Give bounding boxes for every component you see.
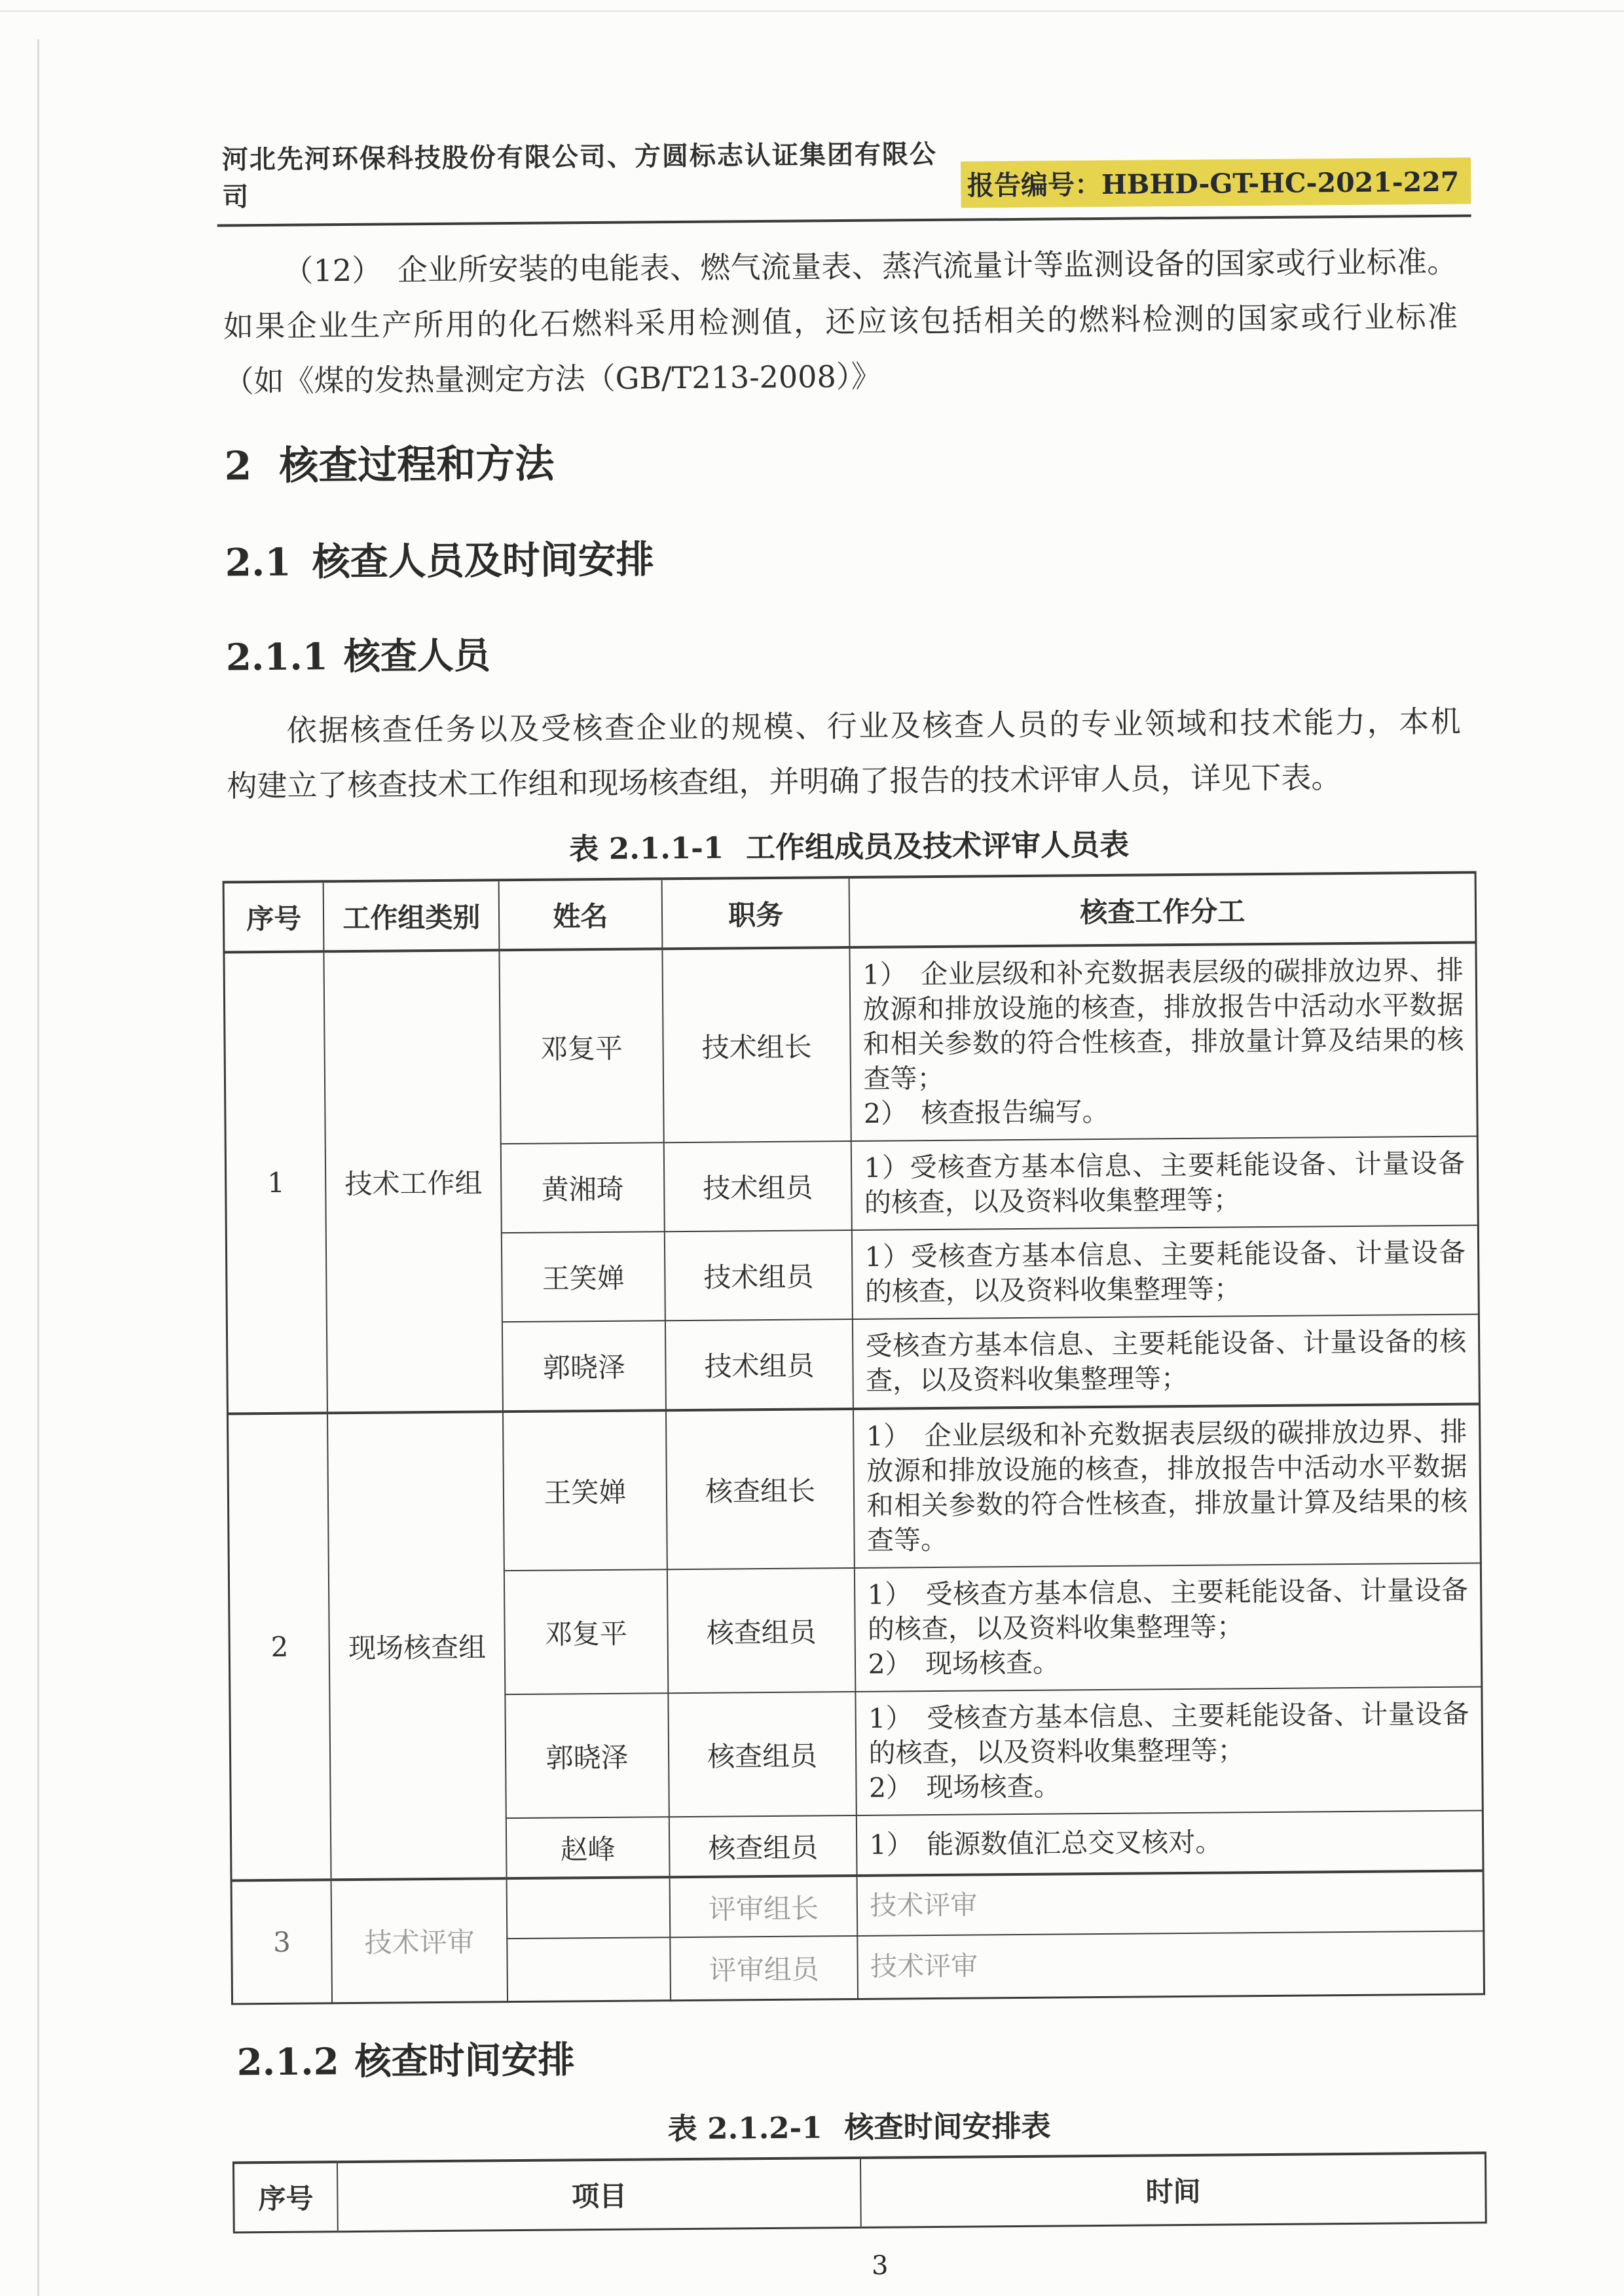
header-rule bbox=[217, 215, 1471, 227]
table-2-1-2-1-caption-text: 核查时间安排表 bbox=[844, 2108, 1051, 2145]
table-2-1-1-1-caption bbox=[222, 818, 1476, 870]
duty-cell: 1） 企业层级和补充数据表层级的碳排放边界、排放源和排放设施的核查，排放报告中活动水平数据和相关参数的符合性核查，排放量计算及结果的核查等； 2） 核查报告编写。 bbox=[850, 942, 1477, 1140]
column-header-time: 时间 bbox=[860, 2153, 1486, 2227]
name-cell: 赵峰 bbox=[506, 1817, 669, 1878]
table-row bbox=[231, 1870, 1484, 1941]
name-cell: 王笑婵 bbox=[503, 1410, 667, 1571]
name-cell: 王笑婵 bbox=[502, 1231, 665, 1322]
table-row bbox=[224, 942, 1477, 1146]
role-cell: 核查组员 bbox=[668, 1692, 857, 1817]
name-cell bbox=[507, 1937, 670, 2001]
section-2-1-title: 核查人员及时间安排 bbox=[312, 537, 654, 585]
table-2-1-2-1-caption-number: 表 2.1.2-1 bbox=[667, 2109, 822, 2146]
intro-paragraph-line-2: 构建立了核查技术工作组和现场核查组，并明确了报告的技术评审人员，详见下表。 bbox=[227, 759, 1342, 804]
role-cell: 技术组员 bbox=[664, 1230, 853, 1321]
role-cell: 技术组员 bbox=[665, 1319, 854, 1410]
section-heading-2-1 bbox=[225, 522, 1474, 587]
column-header-serial: 序号 bbox=[233, 2162, 338, 2232]
column-header-category: 工作组类别 bbox=[323, 880, 500, 951]
category-cell: 现场核查组 bbox=[327, 1412, 506, 1880]
table-header-row bbox=[233, 2153, 1486, 2232]
section-heading-2 bbox=[224, 426, 1473, 492]
duty-cell: 技术评审 bbox=[858, 1931, 1485, 1999]
role-cell: 评审组长 bbox=[669, 1876, 858, 1937]
section-2-1-1-title: 核查人员 bbox=[343, 634, 491, 679]
column-header-role: 职务 bbox=[661, 877, 850, 949]
section-2-1-2-title: 核查时间安排 bbox=[354, 2037, 575, 2083]
paragraph-12-line-2: 如果企业生产所用的化石燃料采用检测值，还应该包括相关的燃料检测的国家或行业标准 bbox=[223, 299, 1458, 344]
serial-cell: 2 bbox=[227, 1413, 331, 1880]
duty-cell: 技术评审 bbox=[857, 1870, 1484, 1936]
intro-paragraph-line-1: 依据核查任务以及受核查企业的规模、行业及核查人员的专业领域和技术能力，本机 bbox=[286, 703, 1461, 748]
section-heading-2-1-1 bbox=[226, 619, 1475, 681]
column-header-serial: 序号 bbox=[223, 881, 324, 952]
duty-cell: 1） 企业层级和补充数据表层级的碳排放边界、排放源和排放设施的核查，排放报告中活动水平数据和相关参数的符合性核查，排放量计算及结果的核查等。 bbox=[853, 1404, 1481, 1568]
category-cell: 技术工作组 bbox=[324, 950, 503, 1413]
role-cell: 技术组员 bbox=[663, 1141, 852, 1231]
serial-cell: 1 bbox=[224, 951, 327, 1413]
name-cell: 黄湘琦 bbox=[501, 1142, 665, 1233]
table-2-1-1-1-caption-number: 表 2.1.1-1 bbox=[569, 830, 724, 867]
name-cell bbox=[507, 1877, 670, 1939]
table-header-row bbox=[223, 872, 1476, 952]
section-2-number: 2 bbox=[224, 443, 252, 490]
section-2-1-2-number: 2.1.2 bbox=[236, 2039, 339, 2084]
work-group-table bbox=[223, 871, 1485, 2004]
table-row bbox=[227, 1404, 1481, 1573]
duty-cell: 1）受核查方基本信息、主要耗能设备、计量设备的核查，以及资料收集整理等； bbox=[851, 1136, 1478, 1230]
schedule-table bbox=[232, 2151, 1487, 2233]
name-cell: 邓复平 bbox=[500, 949, 664, 1144]
page-content bbox=[215, 0, 1487, 2286]
paragraph-12-line-3: （如《煤的发热量测定方法（GB/T213-2008）》 bbox=[223, 358, 881, 399]
role-cell: 核查组员 bbox=[667, 1568, 856, 1693]
duty-cell: 1）受核查方基本信息、主要耗能设备、计量设备的核查，以及资料收集整理等； bbox=[852, 1225, 1479, 1319]
scan-left-edge-line bbox=[37, 39, 39, 2296]
header-company-names: 河北先河环保科技股份有限公司、方圆标志认证集团有限公司 bbox=[221, 138, 938, 213]
intro-paragraph bbox=[226, 694, 1461, 814]
table-2-1-1-1-caption-text: 工作组成员及技术评审人员表 bbox=[745, 827, 1130, 866]
section-heading-2-1-2 bbox=[236, 2024, 1486, 2086]
role-cell: 技术组长 bbox=[662, 947, 851, 1142]
document-header bbox=[222, 130, 1471, 214]
column-header-item: 项目 bbox=[337, 2157, 861, 2231]
page-number: 3 bbox=[871, 2250, 889, 2281]
role-cell: 评审组员 bbox=[670, 1936, 858, 2000]
name-cell: 郭晓泽 bbox=[502, 1321, 666, 1412]
report-number-highlight: 报告编号：HBHD-GT-HC-2021-227 bbox=[961, 158, 1471, 208]
section-2-title: 核查过程和方法 bbox=[279, 441, 555, 489]
role-cell: 核查组长 bbox=[666, 1409, 855, 1569]
duty-cell: 受核查方基本信息、主要耗能设备、计量设备的核查，以及资料收集整理等； bbox=[853, 1314, 1479, 1409]
duty-cell: 1） 受核查方基本信息、主要耗能设备、计量设备的核查，以及资料收集整理等； 2） 现场核查。 bbox=[856, 1686, 1483, 1815]
table-2-1-2-1-caption bbox=[232, 2098, 1486, 2151]
column-header-duty: 核查工作分工 bbox=[849, 872, 1476, 947]
role-cell: 核查组员 bbox=[669, 1815, 858, 1877]
name-cell: 郭晓泽 bbox=[505, 1693, 669, 1818]
serial-cell: 3 bbox=[231, 1880, 332, 2003]
category-cell: 技术评审 bbox=[331, 1878, 507, 2003]
section-2-1-number: 2.1 bbox=[225, 539, 291, 585]
name-cell: 邓复平 bbox=[504, 1569, 668, 1694]
paragraph-12-line-1: （12） 企业所安装的电能表、燃气流量表、蒸汽流量计等监测设备的国家或行业标准。 bbox=[283, 244, 1458, 289]
column-header-name: 姓名 bbox=[499, 879, 662, 950]
section-2-1-1-number: 2.1.1 bbox=[225, 635, 329, 680]
duty-cell: 1） 受核查方基本信息、主要耗能设备、计量设备的核查，以及资料收集整理等； 2） 现场核查。 bbox=[855, 1563, 1481, 1692]
paragraph-12 bbox=[223, 234, 1458, 409]
duty-cell: 1） 能源数值汇总交叉核对。 bbox=[857, 1810, 1483, 1876]
